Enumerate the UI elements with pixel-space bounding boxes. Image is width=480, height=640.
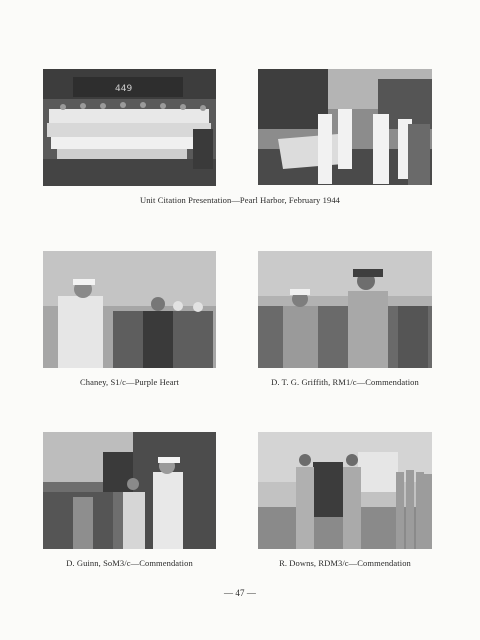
photo-griffith [258,251,432,368]
caption-griffith: D. T. G. Griffith, RM1/c—Commendation [271,377,419,387]
caption-chaney: Chaney, S1/c—Purple Heart [80,377,179,387]
photo-chaney [43,251,216,368]
caption-unit-citation: Unit Citation Presentation—Pearl Harbor, February 1944 [139,195,341,205]
photo-downs [258,432,432,549]
caption-downs: R. Downs, RDM3/c—Commendation [279,558,411,568]
photo-officers-on-deck [258,69,432,185]
page-number: — 47 — [223,588,257,598]
photo-crew-assembly [43,69,216,186]
hull-number: 449 [115,84,133,94]
photo-guinn [43,432,216,549]
caption-guinn: D. Guinn, SoM3/c—Commendation [66,558,193,568]
